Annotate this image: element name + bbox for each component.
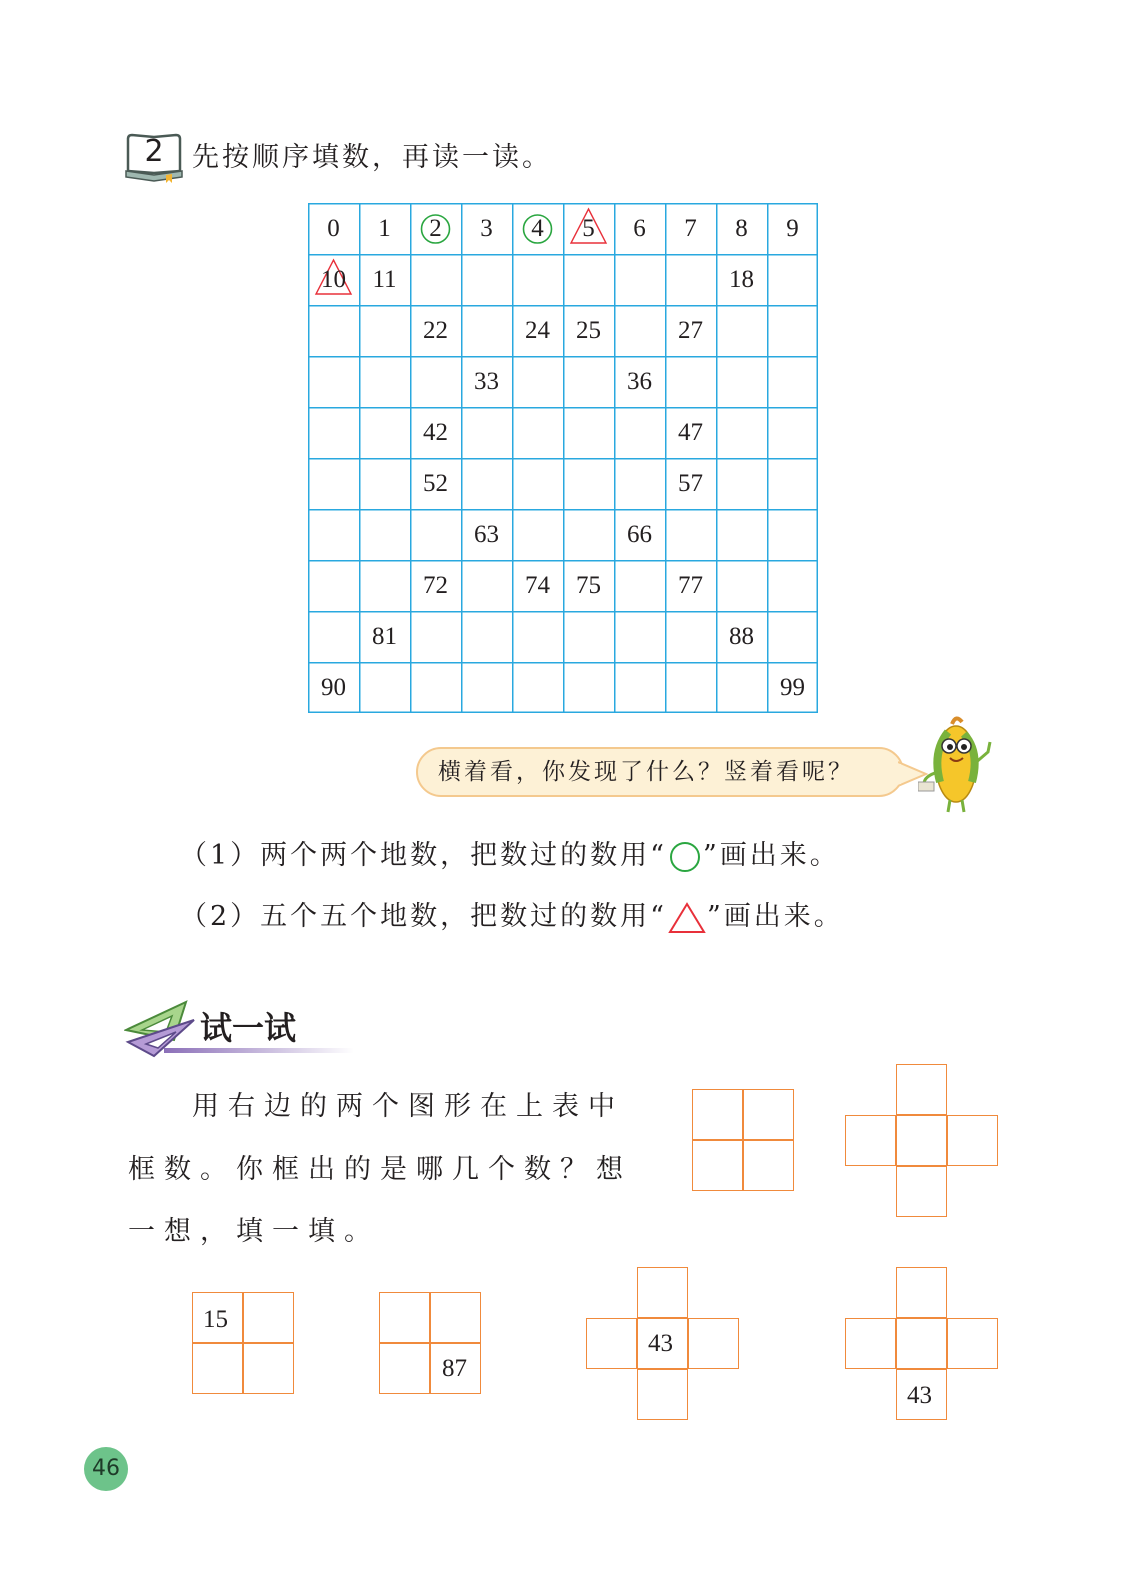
grid-cell[interactable] [563, 662, 614, 713]
grid-cell[interactable] [563, 305, 614, 356]
grid-cell[interactable] [359, 458, 410, 509]
cross-answer-b-value: 43 [907, 1382, 932, 1409]
grid-cell[interactable] [665, 611, 716, 662]
grid-cell-value: 18 [729, 266, 754, 293]
grid-cell-value: 33 [474, 368, 499, 395]
grid-cell[interactable] [410, 662, 461, 713]
grid-cell[interactable] [767, 611, 818, 662]
grid-cell[interactable] [767, 560, 818, 611]
cross-answer-a-value: 43 [648, 1330, 673, 1357]
grid-cell-value: 24 [525, 317, 550, 344]
grid-cell[interactable] [614, 662, 665, 713]
grid-cell-value: 88 [729, 623, 754, 650]
grid-cell-value: 0 [327, 215, 340, 242]
grid-cell[interactable] [308, 560, 359, 611]
grid-cell[interactable] [512, 305, 563, 356]
grid-cell[interactable] [308, 203, 359, 254]
grid-cell[interactable] [767, 458, 818, 509]
grid-cell[interactable] [563, 203, 614, 254]
grid-cell[interactable] [716, 611, 767, 662]
grid-cell-value: 75 [576, 572, 601, 599]
grid-cell[interactable] [665, 662, 716, 713]
grid-cell[interactable] [359, 356, 410, 407]
grid-cell[interactable] [359, 407, 410, 458]
grid-cell[interactable] [665, 407, 716, 458]
grid-cell-value: 52 [423, 470, 448, 497]
grid-cell[interactable] [410, 560, 461, 611]
grid-cell[interactable] [461, 662, 512, 713]
grid-cell[interactable] [512, 509, 563, 560]
instruction-1-suffix: ”画出来。 [702, 840, 840, 871]
grid-cell[interactable] [359, 203, 410, 254]
corn-mascot-icon [918, 712, 998, 816]
grid-cell[interactable] [308, 356, 359, 407]
grid-cell[interactable] [665, 356, 716, 407]
grid-cell[interactable] [767, 509, 818, 560]
grid-cell[interactable] [665, 509, 716, 560]
grid-cell[interactable] [563, 356, 614, 407]
grid-cell-value: 36 [627, 368, 652, 395]
grid-cell-value: 8 [735, 215, 748, 242]
grid-cell[interactable] [614, 203, 665, 254]
grid-cell[interactable] [308, 407, 359, 458]
grid-cell[interactable] [410, 407, 461, 458]
page-number: 46 [92, 1456, 120, 1481]
grid-cell[interactable] [359, 254, 410, 305]
grid-cell-value: 77 [678, 572, 703, 599]
grid-cell-value: 63 [474, 521, 499, 548]
grid-cell[interactable] [308, 305, 359, 356]
grid-cell[interactable] [512, 662, 563, 713]
grid-cell-value: 5 [582, 215, 595, 242]
grid-cell[interactable] [359, 662, 410, 713]
grid-cell[interactable] [614, 560, 665, 611]
grid-cell-value: 27 [678, 317, 703, 344]
grid-cell[interactable] [563, 407, 614, 458]
triangle-symbol-icon [667, 901, 707, 935]
grid-cell-value: 1 [378, 215, 391, 242]
grid-cell[interactable] [614, 458, 665, 509]
grid-cell[interactable] [767, 203, 818, 254]
grid-cell[interactable] [359, 560, 410, 611]
grid-cell[interactable] [461, 458, 512, 509]
grid-cell[interactable] [563, 560, 614, 611]
grid-cell[interactable] [512, 254, 563, 305]
hundred-grid [308, 203, 819, 714]
grid-cell-value: 25 [576, 317, 601, 344]
grid-cell[interactable] [614, 356, 665, 407]
grid-cell[interactable] [716, 305, 767, 356]
grid-cell[interactable] [512, 203, 563, 254]
grid-cell[interactable] [716, 509, 767, 560]
grid-cell[interactable] [461, 560, 512, 611]
grid-cell[interactable] [359, 305, 410, 356]
grid-cell[interactable] [716, 560, 767, 611]
grid-cell[interactable] [512, 560, 563, 611]
grid-cell[interactable] [716, 662, 767, 713]
problem-title: 先按顺序填数，再读一读。 [192, 142, 552, 173]
grid-cell[interactable] [665, 203, 716, 254]
grid-cell[interactable] [359, 611, 410, 662]
grid-cell[interactable] [767, 662, 818, 713]
grid-cell-value: 47 [678, 419, 703, 446]
grid-cell[interactable] [614, 254, 665, 305]
grid-cell[interactable] [308, 611, 359, 662]
instruction-2-suffix: ”画出来。 [706, 901, 844, 932]
grid-cell[interactable] [512, 611, 563, 662]
square-answer-b-value: 87 [442, 1355, 467, 1382]
grid-cell[interactable] [716, 203, 767, 254]
grid-cell[interactable] [563, 458, 614, 509]
grid-cell[interactable] [410, 509, 461, 560]
grid-cell-value: 90 [321, 674, 346, 701]
grid-cell-value: 66 [627, 521, 652, 548]
grid-cell[interactable] [665, 458, 716, 509]
grid-cell[interactable] [410, 356, 461, 407]
grid-cell[interactable] [563, 611, 614, 662]
grid-cell[interactable] [461, 509, 512, 560]
grid-cell[interactable] [665, 560, 716, 611]
grid-cell[interactable] [716, 407, 767, 458]
hint-bubble: 横着看，你发现了什么？竖着看呢？ [416, 747, 904, 797]
grid-cell[interactable] [308, 458, 359, 509]
grid-cell[interactable] [665, 305, 716, 356]
grid-cell[interactable] [410, 611, 461, 662]
grid-cell[interactable] [410, 254, 461, 305]
grid-cell[interactable] [512, 356, 563, 407]
circle-symbol-icon [667, 840, 703, 874]
grid-cell[interactable] [563, 509, 614, 560]
grid-cell-value: 10 [321, 266, 346, 293]
grid-cell[interactable] [614, 611, 665, 662]
try-line-3: 一想，填一填。 [128, 1216, 380, 1247]
grid-cell-value: 57 [678, 470, 703, 497]
grid-cell[interactable] [308, 662, 359, 713]
grid-cell[interactable] [461, 407, 512, 458]
grid-cell[interactable] [767, 407, 818, 458]
instruction-2 [180, 897, 844, 937]
grid-cell[interactable] [410, 203, 461, 254]
try-title: 试一试 [200, 1009, 297, 1047]
grid-cell-value: 6 [633, 215, 646, 242]
grid-cell-value: 22 [423, 317, 448, 344]
grid-cell[interactable] [563, 254, 614, 305]
grid-cell[interactable] [716, 356, 767, 407]
grid-cell-value: 3 [480, 215, 493, 242]
grid-cell[interactable] [461, 254, 512, 305]
grid-cell[interactable] [512, 458, 563, 509]
grid-cell-value: 9 [786, 215, 799, 242]
instruction-2-prefix: （2）五个五个地数，把数过的数用“ [180, 901, 667, 932]
grid-cell[interactable] [461, 356, 512, 407]
grid-cell-value: 11 [372, 266, 397, 293]
grid-cell[interactable] [461, 305, 512, 356]
grid-cell-value: 2 [429, 215, 442, 242]
grid-cell[interactable] [767, 305, 818, 356]
grid-cell[interactable] [410, 305, 461, 356]
square-answer-a-value: 15 [203, 1306, 228, 1333]
grid-cell[interactable] [308, 509, 359, 560]
grid-cell[interactable] [767, 254, 818, 305]
grid-cell-value: 74 [525, 572, 550, 599]
grid-cell[interactable] [410, 458, 461, 509]
grid-cell[interactable] [461, 203, 512, 254]
grid-cell-value: 81 [372, 623, 397, 650]
grid-cell-value: 99 [780, 674, 805, 701]
grid-cell[interactable] [716, 254, 767, 305]
try-line-2: 框数。你框出的是哪几个数？想 [128, 1154, 632, 1185]
grid-cell-value: 7 [684, 215, 697, 242]
grid-cell[interactable] [308, 254, 359, 305]
grid-cell[interactable] [461, 611, 512, 662]
instruction-1-prefix: （1）两个两个地数，把数过的数用“ [180, 840, 667, 871]
grid-cell[interactable] [767, 356, 818, 407]
try-line-1: 用右边的两个图形在上表中 [192, 1091, 624, 1122]
instruction-1 [180, 836, 840, 876]
problem-number: 2 [144, 134, 164, 169]
grid-cell[interactable] [614, 305, 665, 356]
grid-cell[interactable] [665, 254, 716, 305]
grid-cell-value: 72 [423, 572, 448, 599]
grid-cell-value: 42 [423, 419, 448, 446]
grid-cell[interactable] [716, 458, 767, 509]
grid-cell[interactable] [359, 509, 410, 560]
grid-cell-value: 4 [531, 215, 544, 242]
grid-cell[interactable] [614, 407, 665, 458]
grid-cell[interactable] [512, 407, 563, 458]
grid-cell[interactable] [614, 509, 665, 560]
